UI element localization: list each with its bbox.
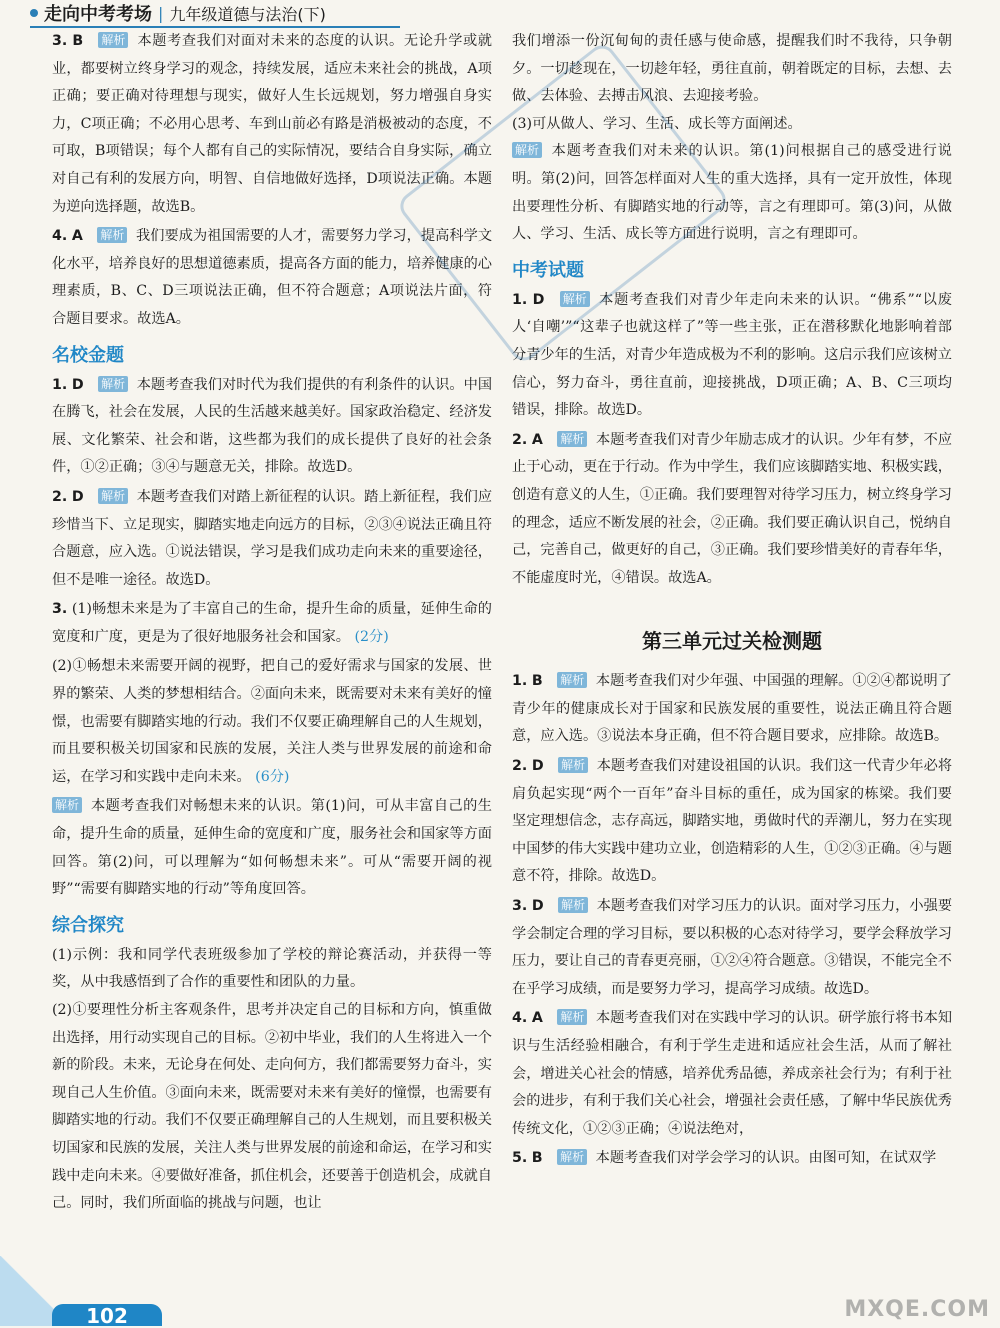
- analysis-tag: 解析: [98, 32, 128, 48]
- analysis-tag: 解析: [98, 376, 128, 392]
- question-number: 2.: [512, 758, 528, 775]
- subject-title: 九年级道德与法治(下): [169, 4, 326, 24]
- answer-item: [52, 596, 492, 651]
- answer-text: 本题考查我们对少年强、中国强的理解。①②④都说明了青少年的健康成长对于国家和民族发展的重要性，说法正确且符合题意，应入选。③说法本身正确，但不符合题目要求，应排除。故选B。: [512, 673, 952, 745]
- answer-item: [512, 668, 952, 751]
- answer-item: [512, 138, 952, 248]
- analysis-tag: 解析: [512, 142, 542, 158]
- answer-text: 本题考查我们对踏上新征程的认识。踏上新征程，我们应珍惜当下、立足现实，脚踏实地走向远方的目标，②③④说法正确且符合题意，应入选。①说法错误，学习是我们成功走向未来的重要途径，但不是唯一途径。故选D。: [52, 488, 493, 588]
- question-number: 4.: [512, 1010, 528, 1027]
- section-heading: 名校金题: [52, 344, 124, 366]
- analysis-tag: 解析: [97, 227, 127, 243]
- question-number: 3.: [52, 601, 68, 618]
- answer-paragraph: (1)示例：我和同学代表班级参加了学校的辩论赛活动，并获得一等奖，从中我感悟到了合作的重要性和团队的力量。: [52, 946, 492, 991]
- answer-item: [512, 1145, 952, 1173]
- answer-item: [512, 427, 952, 593]
- section-heading: 中考试题: [512, 259, 584, 281]
- analysis-tag: 解析: [557, 1009, 587, 1025]
- answer-paragraph: (3)可从做人、学习、生活、成长等方面阐述。: [512, 115, 802, 132]
- right-column: [512, 28, 952, 1175]
- answer-choice: A: [71, 228, 83, 245]
- answer-choice: B: [72, 33, 84, 49]
- question-number: 2.: [512, 431, 528, 448]
- answer-text: 我们要成为祖国需要的人才，需要努力学习，提高科学文化水平，培养良好的思想道德素质，提高各方面的能力，培养健康的心理素质，B、C、D三项说法正确，但不符合题意；A项说法片面，符合题目要求。故选A。: [52, 228, 493, 327]
- analysis-tag: 解析: [557, 1149, 587, 1165]
- analysis-text: 本题考查我们对未来的认识。第(1)问根据自己的感受进行说明。第(2)问，回答怎样面对人生的重大选择，具有一定开放性，体现出要理性分析、有脚踏实地的行动等，言之有理即可。第(3)问，从做人、学习、生活、成长等方面进行说明，言之有理即可。: [512, 143, 952, 243]
- answer-text: 本题考查我们对青少年励志成才的认识。少年有梦，不应止于心动，更在于行动。作为中学生，我们应该脚踏实地、积极实践，创造有意义的人生，①正确。我们要理智对待学习压力，树立终身学习的理念，适应不断发展的社会，②正确。我们要正确认识自己，悦纳自己，完善自己，做更好的自己，③正确。我们要珍惜美好的青春年华，不能虚度时光，④错误。故选A。: [512, 431, 953, 586]
- analysis-tag: 解析: [558, 757, 588, 773]
- answer-paragraph: (2)①要理性分析主客观条件，思考并决定自己的目标和方向，慎重做出选择，用行动实现自己的目标。②初中毕业，我们的人生将进入一个新的阶段。未来，无论身在何处、走向何方，我们都需要努力奋斗，实现自己人生价值。③面向未来，既需要对未来有美好的憧憬，也需要有脚踏实地的行动。我们不仅要正确理解自己的人生规划，而且要积极关切国家和民族的发展，关注人类与世界发展的前途和命运，在学习和实践中走向未来。④要做好准备，抓住机会，还要善于创造机会，成就自己。同时，我们所面临的挑战与问题，也让: [52, 1002, 492, 1212]
- site-watermark: MXQE.COM: [844, 1297, 990, 1322]
- left-column: [52, 28, 492, 1218]
- answer-choice: A: [531, 1010, 543, 1027]
- analysis-text: 本题考查我们对畅想未来的认识。第(1)问，可从丰富自己的生命，提升生命的质量，延伸生命的宽度和广度，服务社会和国家等方面回答。第(2)问，可以理解为“如何畅想未来”。可从“需要开阔的视野”“需要有脚踏实地的行动”等角度回答。: [52, 798, 492, 898]
- answer-item: [52, 372, 492, 482]
- answer-item: [52, 793, 492, 903]
- answer-item: [512, 753, 952, 891]
- answer-text: (2)①畅想未来需要开阔的视野，把自己的爱好需求与国家的发展、世界的繁荣、人类的梦想相结合。②面向未来，既需要对未来有美好的憧憬，也需要有脚踏实地的行动。我们不仅要正确理解自己的人生规划，而且要积极关切国家和民族的发展，关注人类与世界发展的前途和命运，在学习和实践中走向未来。: [52, 658, 492, 785]
- answer-text: 本题考查我们对建设祖国的认识。我们这一代青少年必将肩负起实现“两个一百年”奋斗目标的重任，成为国家的栋梁。我们要坚定理想信念，志存高远，脚踏实地，勇做时代的弄潮儿，努力在实现中国梦的伟大实践中建功立业，创造精彩的人生，①②③正确。④与题意不符，排除。故选D。: [512, 758, 953, 885]
- answer-choice: D: [71, 488, 84, 505]
- answer-choice: B: [531, 1150, 543, 1167]
- analysis-tag: 解析: [557, 672, 587, 688]
- answer-text: 本题考查我们对学习压力的认识。面对学习压力，小强要学会制定合理的学习目标，要以积极的心态对待学习，要学会释放学习压力，要让自己的青春更亮丽，①②④符合题意。③错误，不能完全不在乎学习成绩，而是要努力学习，提高学习成绩。故选D。: [512, 898, 953, 997]
- question-number: 1.: [52, 376, 68, 393]
- analysis-tag: 解析: [52, 797, 82, 813]
- analysis-tag: 解析: [557, 431, 587, 447]
- answer-item: [52, 28, 492, 221]
- answer-choice: D: [532, 291, 545, 308]
- answer-paragraph: 我们增添一份沉甸甸的责任感与使命感，提醒我们时不我待，只争朝夕。一切趁现在，一切趁年轻，勇往直前，朝着既定的目标，去想、去做、去体验、去搏击风浪、去迎接考验。: [512, 33, 952, 105]
- analysis-tag: 解析: [98, 488, 128, 504]
- section-heading: 综合探究: [52, 914, 124, 936]
- bullet-icon: [30, 9, 38, 17]
- answer-choice: B: [531, 673, 543, 690]
- answer-text: 本题考查我们对学会学习的认识。由图可知，在试双学: [595, 1150, 937, 1167]
- question-number: 5.: [512, 1150, 528, 1167]
- answer-item: [512, 287, 952, 425]
- answer-text: 本题考查我们对面对未来的态度的认识。无论升学或就业，都要树立终身学习的观念，持续发展，适应未来社会的挑战，A项正确；要正确对待理想与现实，做好人生长远规划，努力增强自身实力，C项正确；不必用心思考、车到山前必有路是消极被动的态度，不可取，B项错误；每个人都有自己的实际情况，要结合自身实际，确立对自己有利的发展方向，明智、自信地做好选择，D项说法正确。本题为逆向选择题，故选B。: [52, 33, 492, 215]
- answer-text: (1)畅想未来是为了丰富自己的生命，提升生命的质量，延伸生命的宽度和广度，更是为了很好地服务社会和国家。: [52, 601, 492, 645]
- question-number: 3.: [52, 33, 68, 49]
- question-number: 1.: [512, 673, 528, 690]
- series-title: 走向中考考场: [44, 4, 152, 25]
- question-number: 4.: [52, 228, 68, 245]
- page-number: 102: [52, 1304, 162, 1326]
- analysis-tag: 解析: [560, 291, 590, 307]
- answer-text: 本题考查我们对在实践中学习的认识。研学旅行将书本知识与生活经验相融合，有利于学生走进和适应社会生活，从而了解社会，增进关心社会的情感，培养优秀品德，养成亲社会行为；有利于社会的进步，有利于我们关心社会，增强社会责任感，了解中华民族优秀传统文化，①②③正确；④说法绝对，: [512, 1010, 953, 1137]
- answer-choice: D: [71, 376, 84, 393]
- unit-title: 第三单元过关检测题: [642, 629, 822, 654]
- question-number: 3.: [512, 898, 528, 915]
- page-header: [30, 0, 400, 28]
- answer-item: [512, 893, 952, 1003]
- header-separator: |: [158, 3, 164, 23]
- answer-choice: A: [531, 431, 543, 448]
- answer-choice: D: [531, 898, 544, 915]
- answer-choice: D: [531, 758, 544, 775]
- answer-item: [52, 653, 492, 791]
- answer-item: [52, 223, 492, 333]
- answer-item: [52, 484, 492, 594]
- question-number: 1.: [512, 291, 528, 308]
- score-label: (2分): [354, 628, 389, 645]
- answer-text: 本题考查我们对青少年走向未来的认识。“佛系”“以废人‘自嘲’”“这辈子也就这样了”等一些主张，正在潜移默化地影响着部分青少年的生活，对青少年造成极为不利的影响。这启示我们应该树立信心，努力奋斗，勇往直前，迎接挑战，D项正确；A、B、C三项均错误，排除。故选D。: [512, 291, 952, 419]
- analysis-tag: 解析: [558, 897, 588, 913]
- answer-item: [512, 1005, 952, 1143]
- score-label: (6分): [255, 768, 290, 785]
- question-number: 2.: [52, 488, 68, 505]
- answer-text: 本题考查我们对时代为我们提供的有利条件的认识。中国在腾飞，社会在发展，人民的生活越来越美好。国家政治稳定、经济发展、文化繁荣、社会和谐，这些都为我们的成长提供了良好的社会条件，①②正确；③④与题意无关，排除。故选D。: [52, 376, 493, 476]
